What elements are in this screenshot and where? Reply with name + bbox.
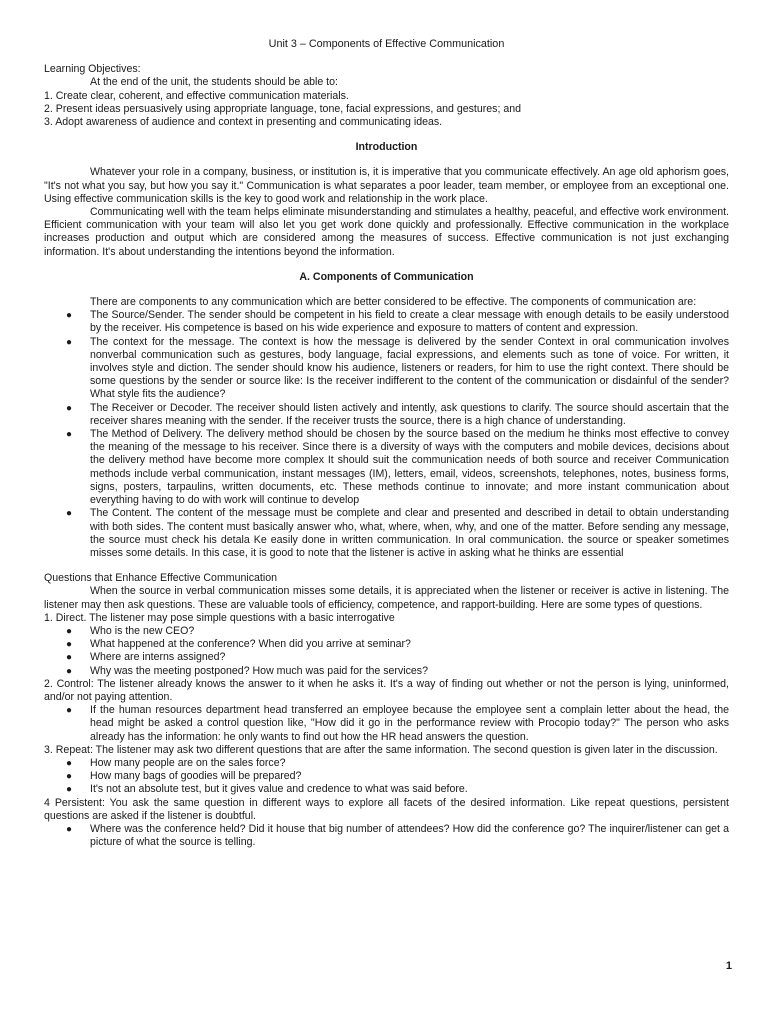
list-item: ● What happened at the conference? When did you arrive at seminar? [66, 638, 411, 651]
document-page [44, 38, 729, 849]
introduction-paragraph: Whatever your role in a company, business, or institution is, it is imperative that you communicate effectively. An age old aphorism goes, "It's not what you say, but how you say it." Communication is what separates a poor leader, team member, or employee from an exceptional one. Using effective communication skills is the key to good work and relationship in the work place. [44, 166, 729, 205]
list-item: ● The Method of Delivery. The delivery method should be chosen by the source based on the medium he thinks most effective to convey the meaning of the message to his receiver. Since there is a diversity of ways with the computers and mobile devices, decisions about the delivery method have become more complex It should suit the communication needs of both source and receiver Communication methods include verbal communication, instant messages (IM), letters, email, videos, screenshots, telephones, notes, business forms, signs, posters, tarpaulins, written documents, etc. These methods continue to innovate; and more instant communication about everything having to do with work will continue to develop [66, 428, 729, 507]
list-item: ● Why was the meeting postponed? How much was paid for the services? [66, 664, 428, 677]
bullet-icon: ● [66, 625, 73, 637]
list-item: ● How many people are on the sales force? [66, 756, 286, 769]
bullet-icon: ● [66, 771, 73, 783]
control-list [44, 704, 729, 744]
components-list [44, 309, 729, 560]
bullet-icon: ● [66, 402, 73, 414]
objective-item: 3. Adopt awareness of audience and context in presenting and communicating ideas. [44, 116, 443, 129]
bullet-icon: ● [66, 823, 73, 835]
list-item: ● The Source/Sender. The sender should be competent in his field to create a clear message with enough details to be easily understood by the receiver. His competence is based on his wide experience and exposure to matters of content and expression. [66, 309, 729, 335]
list-item: ● How many bags of goodies will be prepared? [66, 770, 302, 783]
bullet-icon: ● [66, 757, 73, 769]
bullet-icon: ● [66, 652, 73, 664]
question-type-persistent: 4 Persistent: You ask the same question in different ways to explore all facets of the desired information. Like repeat questions, persistent questions are asked if the listener is doubtful. [44, 796, 729, 822]
introduction-heading: Introduction [355, 141, 418, 154]
list-item: ● The context for the message. The context is how the message is delivered by the sender Context in oral communication involves nonverbal communication such as gestures, body language, facial expressions, and elements such as tone of voice. For written, it involves style and diction. The sender should know his audience, listeners or readers, for him to use the right context. There should be some questions by the sender or source like: Is the receiver indifferent to the content of the communication or disdainful of the sender? What style fits the audience? [66, 335, 729, 401]
components-heading: A. Components of Communication [299, 270, 474, 283]
bullet-icon: ● [66, 429, 73, 441]
bullet-icon: ● [66, 705, 73, 717]
introduction-paragraph: Communicating well with the team helps eliminate misunderstanding and stimulates a healthy, peaceful, and effective work environment. Efficient communication with your team will also let you get work done quickly and professionally. Effective communication in the workplace increases production and output which are considered among the measures of success. Effective communication is not just exchanging information. It's about understanding the intentions beyond the information. [44, 206, 729, 258]
objective-item: 1. Create clear, coherent, and effective communication materials. [44, 89, 349, 102]
page-title: Unit 3 – Components of Effective Communication [268, 38, 505, 50]
objectives-heading: Learning Objectives: [44, 63, 141, 76]
question-type-control: 2. Control: The listener already knows the answer to it when he asks it. It's a way of finding out whether or not the person is lying, uninformed, and/or not paying attention. [44, 677, 729, 703]
bullet-icon: ● [66, 639, 73, 651]
persistent-list [44, 823, 729, 849]
direct-list [44, 625, 729, 678]
questions-intro: When the source in verbal communication misses some details, it is appreciated when the listener or receiver is active in listening. The listener may then ask questions. These are valuable tools of efficiency, competence, and rapport-building. Here are some types of questions. [44, 585, 729, 611]
list-item: ● It's not an absolute test, but it gives value and credence to what was said before. [66, 783, 468, 796]
list-item: ● Who is the new CEO? [66, 624, 195, 637]
question-type-repeat: 3. Repeat: The listener may ask two different questions that are after the same information. The second question is given later in the discussion. [44, 743, 718, 756]
list-item: ● If the human resources department head transferred an employee because the employee sent a complain letter about the head, the head might be asked a control question like, "How did it go in the performance review with Procopio today?" The person who asks already has the information: he only wants to find out how the HR head answers the question. [66, 704, 729, 743]
bullet-icon: ● [66, 508, 73, 520]
components-intro: There are components to any communication which are better considered to be effective. The components of communication are: [90, 296, 697, 309]
repeat-list [44, 757, 729, 797]
list-item: ● The Content. The content of the message must be complete and clear and presented and described in detail to obtain understanding with both sides. The content must basically answer who, what, where, when, why, and one of the matter. Before sending any message, the source must check his detala Ke easily done in written communication. In oral communication. the source or speaker sometimes misses some details. In this case, it is good to note that the listener is active in asking what he thinks are essential [66, 507, 729, 559]
bullet-icon: ● [66, 336, 73, 348]
list-item: ● Where was the conference held? Did it house that big number of attendees? How did the conference go? The inquirer/listener can get a picture of what the source is telling. [66, 822, 729, 849]
objective-item: 2. Present ideas persuasively using appropriate language, tone, facial expressions, and gestures; and [44, 102, 522, 115]
question-type-direct: 1. Direct. The listener may pose simple questions with a basic interrogative [44, 611, 395, 624]
bullet-icon: ● [66, 310, 73, 322]
objectives-intro: At the end of the unit, the students should be able to: [90, 76, 338, 89]
bullet-icon: ● [66, 784, 73, 796]
list-item: ● The Receiver or Decoder. The receiver should listen actively and intently, ask questions to clarify. The source should ascertain that the receiver shares meaning with the sender. If the receiver trusts the source, there is a high chance of understanding. [66, 401, 729, 427]
bullet-icon: ● [66, 665, 73, 677]
questions-heading: Questions that Enhance Effective Communication [44, 572, 277, 585]
list-item: ● Where are interns assigned? [66, 651, 226, 664]
page-number: 1 [725, 960, 732, 972]
